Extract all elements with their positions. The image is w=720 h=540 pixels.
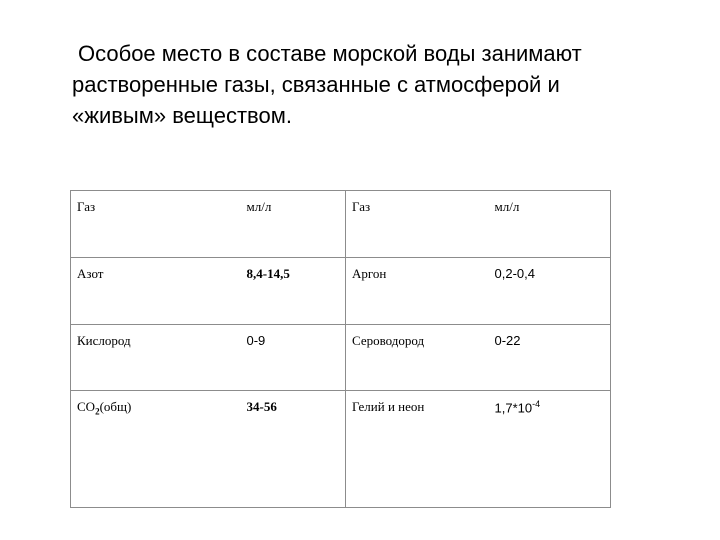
gas-value-cell: 0-22 <box>489 325 611 391</box>
table-header-row <box>71 191 611 258</box>
co2-suffix: (общ) <box>99 399 132 414</box>
table-row <box>71 391 611 508</box>
gas-value-cell: 0-9 <box>241 325 346 391</box>
gas-value-cell: 0,2-0,4 <box>489 258 611 325</box>
table-row <box>71 258 611 325</box>
gas-name-cell: Сероводород <box>346 325 489 391</box>
intro-line-2: растворенные газы, связанные с атмосферой и <box>72 72 560 97</box>
header-gas-1: Газ <box>71 191 241 258</box>
co2-base: СО <box>77 399 96 414</box>
header-unit-1: мл/л <box>241 191 346 258</box>
gas-value-cell: 34-56 <box>241 391 346 508</box>
intro-line-1: Особое место в составе морской воды занимают <box>78 41 582 66</box>
dissolved-gases-table <box>70 190 611 508</box>
value-exponent: -4 <box>532 399 541 409</box>
co2-subscript: 2 <box>95 406 100 417</box>
gas-name-cell: Азот <box>71 258 241 325</box>
gas-value-cell <box>489 391 611 508</box>
table-row <box>71 325 611 391</box>
gas-name-cell: Гелий и неон <box>346 391 489 508</box>
gas-name-cell: Аргон <box>346 258 489 325</box>
gas-value-cell: 8,4-14,5 <box>241 258 346 325</box>
intro-line-3: «живым» веществом. <box>72 103 292 128</box>
header-unit-2: мл/л <box>489 191 611 258</box>
gas-name-cell <box>71 391 241 508</box>
gas-name-cell: Кислород <box>71 325 241 391</box>
intro-paragraph <box>72 38 672 131</box>
value-base: 1,7*10 <box>494 400 533 416</box>
header-gas-2: Газ <box>346 191 489 258</box>
